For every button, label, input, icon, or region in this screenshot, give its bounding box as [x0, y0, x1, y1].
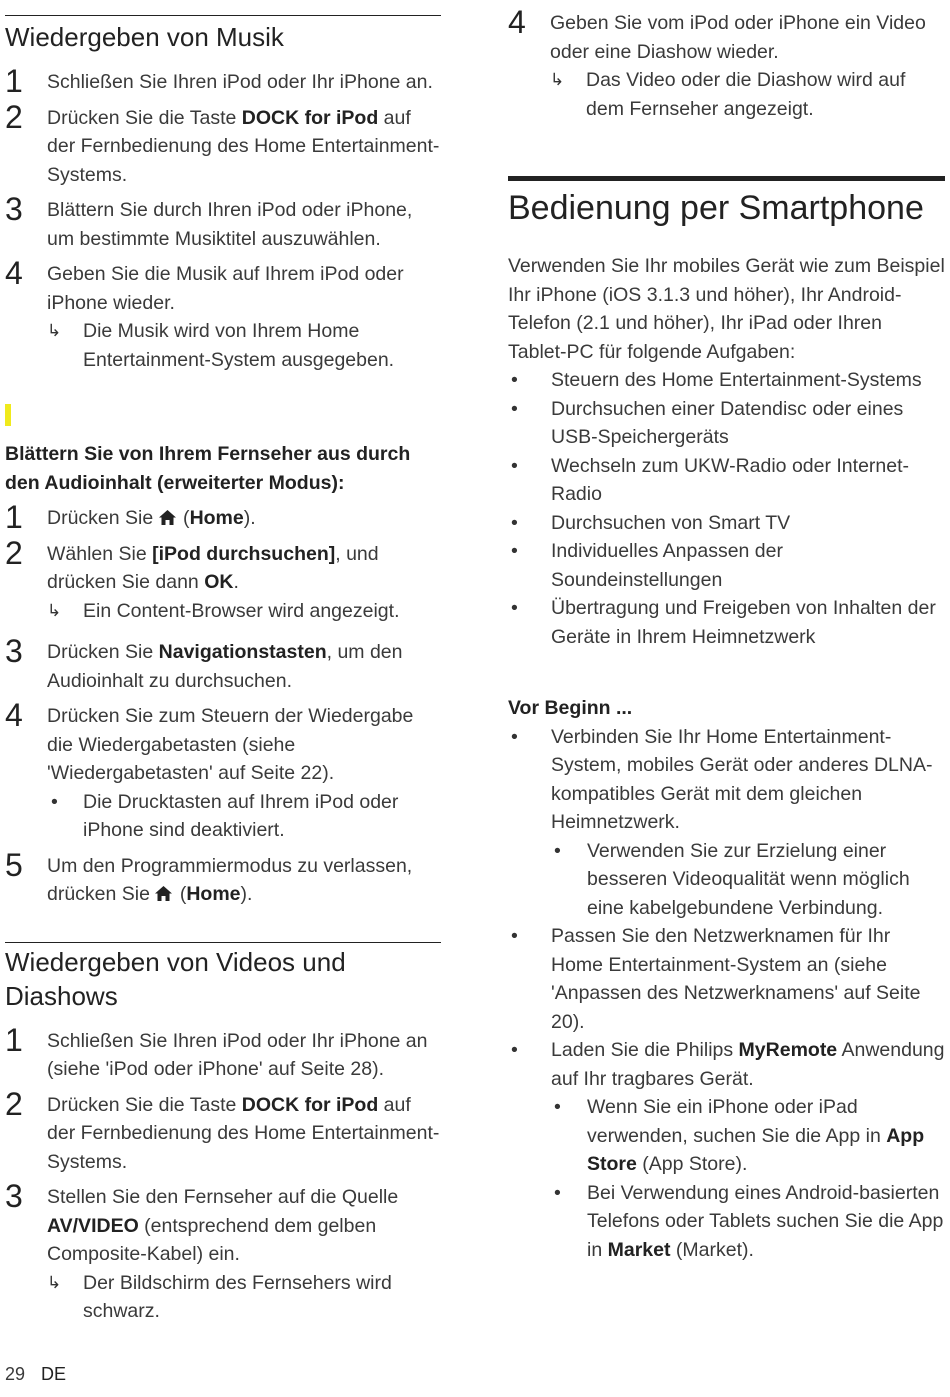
step-number: 2 — [5, 1085, 23, 1122]
bullet-icon: • — [511, 397, 518, 420]
sub-bullet: • Verwenden Sie zur Erzielung einer besseren Videoqualität wenn möglich eine kabelgebundene Verbindung. — [551, 837, 945, 923]
list-item: • Übertragung und Freigeben von Inhalten der Geräte in Ihrem Heimnetzwerk — [508, 594, 945, 651]
step-result: ↳ Das Video oder die Diashow wird auf dem Fernseher angezeigt. — [550, 66, 945, 123]
bullet-icon: • — [511, 369, 518, 391]
step-result: ↳ Der Bildschirm des Fernsehers wird schwarz. — [47, 1269, 441, 1326]
step-item — [5, 255, 441, 374]
step-text: Blättern Sie durch Ihren iPod oder iPhone, um bestimmte Musiktitel auszuwählen. — [47, 199, 413, 250]
step-number: 1 — [5, 1021, 23, 1058]
step-number: 2 — [5, 534, 23, 571]
step-text: Geben Sie die Musik auf Ihrem iPod oder iPhone wieder. — [47, 263, 404, 314]
list-item: • Wechseln zum UKW-Radio oder Internet-Radio — [508, 452, 945, 509]
highlight-marker — [5, 404, 11, 426]
step-sub-bullet: • Die Drucktasten auf Ihrem iPod oder iPhone sind deaktiviert. — [47, 788, 441, 845]
right-column — [508, 0, 945, 1264]
bullet-icon: • — [511, 454, 518, 477]
step-number: 3 — [5, 633, 23, 669]
bullet-icon: • — [51, 790, 58, 813]
intro-paragraph: Verwenden Sie Ihr mobiles Gerät wie zum Beispiel Ihr iPhone (iOS 3.1.3 und höher), Ihr Android-Telefon (2.1 und höher), Ihr iPad oder Ihren Tablet-PC für folgende Aufgaben: — [508, 255, 945, 363]
section-title-smartphone: Bedienung per Smartphone — [508, 189, 924, 227]
section-title-music: Wiedergeben von Musik — [5, 22, 284, 52]
bullet-icon: • — [554, 1181, 561, 1204]
subheading-browse: Blättern Sie von Ihrem Fernseher aus durch den Audioinhalt (erweiterter Modus): — [5, 443, 411, 494]
step-item: 1 Schließen Sie Ihren iPod oder Ihr iPhone an (siehe 'iPod oder iPhone' auf Seite 28). — [5, 1021, 428, 1080]
step-number: 3 — [5, 1178, 23, 1214]
list-item: • Individuelles Anpassen der Soundeinstellungen — [508, 537, 945, 594]
step-item: 2 Wählen Sie [iPod durchsuchen], und drücken Sie dann OK. ↳ Ein Content-Browser wird angezeigt. — [5, 540, 441, 626]
sub-bullet: • Wenn Sie ein iPhone oder iPad verwenden, suchen Sie die App in App Store (App Store). — [551, 1093, 945, 1179]
step-item — [5, 191, 441, 253]
step-result: ↳ Die Musik wird von Ihrem Home Entertainment-System ausgegeben. — [47, 317, 441, 374]
home-icon — [159, 510, 176, 525]
step-item: 3 Stellen Sie den Fernseher auf die Quelle AV/VIDEO (entsprechend dem gelben Composite-Kabel) ein. ↳ Der Bildschirm des Fernsehers wird schwarz. — [5, 1183, 441, 1326]
step-number: 3 — [5, 191, 23, 227]
dock-key-label: DOCK for iPod — [241, 106, 379, 129]
result-arrow-icon: ↳ — [47, 1272, 62, 1292]
bullet-icon: • — [511, 1039, 518, 1061]
section-rule — [508, 176, 945, 181]
bullet-icon: • — [511, 597, 518, 619]
bullet-icon: • — [511, 540, 518, 562]
step-number: 2 — [5, 98, 23, 135]
list-item: • Verbinden Sie Ihr Home Entertainment-System, mobiles Gerät oder anderes DLNA-kompatibles Gerät mit dem gleichen Heimnetzwerk. • Verwenden Sie zur Erzielung einer besseren Videoqualität wenn möglich eine kabelgebundene Verbindung. — [508, 723, 945, 923]
step-text: Schließen Sie Ihren iPod oder Ihr iPhone an. — [47, 71, 433, 93]
result-arrow-icon: ↳ — [47, 321, 62, 340]
subheading-before: Vor Beginn ... — [508, 697, 633, 719]
step-item — [5, 63, 441, 99]
bullet-icon: • — [511, 511, 518, 534]
section-rule — [5, 942, 441, 943]
step-number: 4 — [5, 697, 23, 733]
home-icon — [155, 886, 172, 901]
step-number: 4 — [5, 255, 23, 291]
left-column — [5, 0, 441, 1326]
bullet-icon: • — [511, 925, 518, 947]
section-rule — [5, 15, 441, 16]
step-number: 1 — [5, 499, 23, 535]
page-footer — [5, 1364, 66, 1385]
list-item: • Durchsuchen einer Datendisc oder eines USB-Speichergeräts — [508, 395, 945, 452]
section-title-video: Wiedergeben von Videos und Diashows — [5, 946, 346, 1011]
step-item: 3 Drücken Sie Navigationstasten, um den Audioinhalt zu durchsuchen. — [5, 633, 403, 692]
step-item: 4 Drücken Sie zum Steuern der Wiedergabe die Wiedergabetasten (siehe 'Wiedergabetasten' auf Seite 22). • Die Drucktasten auf Ihrem iPod oder iPhone sind deaktiviert. — [5, 702, 441, 845]
step-result: ↳ Ein Content-Browser wird angezeigt. — [47, 597, 441, 626]
bullet-icon: • — [511, 725, 518, 748]
language-code: DE — [41, 1364, 67, 1384]
step-number: 4 — [508, 4, 526, 40]
result-arrow-icon: ↳ — [550, 70, 565, 89]
bullet-icon: • — [554, 839, 561, 862]
step-item: 2 Drücken Sie die Taste DOCK for iPod auf der Fernbedienung des Home Entertainment-Systems. — [5, 1085, 440, 1173]
step-item: 1 Drücken Sie (Home). — [5, 499, 256, 535]
bullet-icon: • — [554, 1096, 561, 1118]
list-item: • Laden Sie die Philips MyRemote Anwendung auf Ihr tragbares Gerät. • Wenn Sie ein iPhone oder iPad verwenden, suchen Sie die App in App Store (App Store). • Bei Verwendung eines Android-basierten Telefons oder Tablets suchen Sie die App in Market (Market). — [508, 1036, 945, 1264]
list-item: • Passen Sie den Netzwerknamen für Ihr Home Entertainment-System an (siehe 'Anpassen des Netzwerknamens' auf Seite 20). — [508, 922, 945, 1036]
step-item: 5 Um den Programmiermodus zu verlassen, drücken Sie (Home). — [5, 846, 413, 905]
step-number: 5 — [5, 846, 23, 883]
step-item: 4 Geben Sie vom iPod oder iPhone ein Video oder eine Diashow wieder. ↳ Das Video oder die Diashow wird auf dem Fernseher angezeigt. — [508, 9, 945, 123]
step-item: 2 Drücken Sie die Taste DOCK for iPod auf der Fernbedienung des Home Entertainment-Systems. — [5, 98, 440, 186]
step-number: 1 — [5, 63, 23, 99]
sub-bullet: • Bei Verwendung eines Android-basierten Telefons oder Tablets suchen Sie die App in Market (Market). — [551, 1179, 945, 1265]
list-item: • Durchsuchen von Smart TV — [508, 509, 945, 538]
list-item: • Steuern des Home Entertainment-Systems — [508, 366, 945, 395]
page-number: 29 — [5, 1364, 26, 1384]
result-arrow-icon: ↳ — [47, 600, 62, 620]
